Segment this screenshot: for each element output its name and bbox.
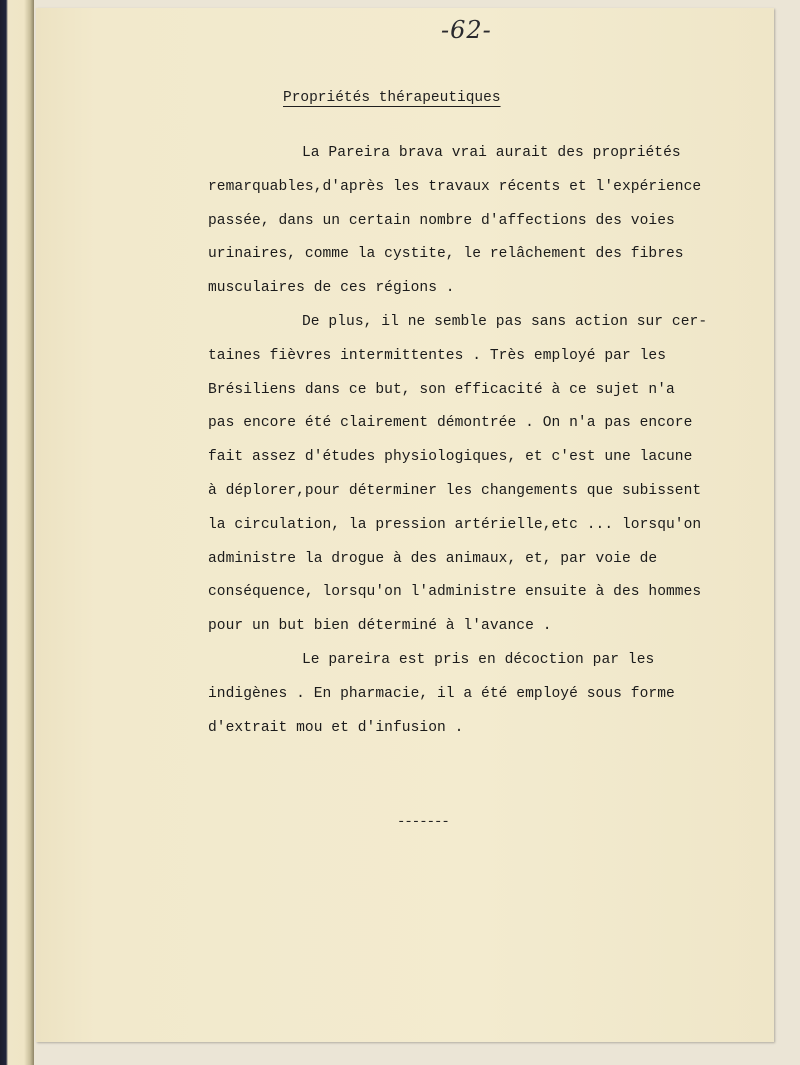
text-line: pour un but bien déterminé à l'avance . [208, 618, 552, 635]
text-line: passée, dans un certain nombre d'affections des voies [208, 212, 675, 229]
end-separator: ------- [397, 814, 449, 830]
text-line: d'extrait mou et d'infusion . [208, 719, 464, 736]
text-line: remarquables,d'après les travaux récents et l'expérience [208, 178, 702, 195]
book-binding [0, 0, 34, 1065]
text-line: De plus, il ne semble pas sans action sur cer- [302, 313, 708, 330]
text-line: à déplorer,pour déterminer les changements que subissent [208, 482, 702, 499]
text-line: pas encore été clairement démontrée . On n'a pas encore [208, 415, 693, 432]
text-line: La Pareira brava vrai aurait des propriétés [302, 145, 681, 161]
text-line: urinaires, comme la cystite, le relâchement des fibres [208, 246, 684, 263]
text-line: musculaires de ces régions . [208, 280, 455, 297]
text-line: la circulation, la pression artérielle,etc ... lorsqu'on [208, 516, 702, 533]
page-number: -62- [441, 16, 492, 44]
body-text [208, 137, 768, 745]
text-line: conséquence, lorsqu'on l'administre ensuite à des hommes [208, 584, 702, 601]
text-line: administre la drogue à des animaux, et, par voie de [208, 550, 658, 567]
section-title: Propriétés thérapeutiques [283, 90, 501, 106]
text-line: indigènes . En pharmacie, il a été employé sous forme [208, 685, 675, 702]
text-line: Le pareira est pris en décoction par les [302, 651, 655, 668]
text-line: fait assez d'études physiologiques, et c'est une lacune [208, 449, 693, 466]
text-line: Brésiliens dans ce but, son efficacité à ce sujet n'a [208, 381, 675, 398]
text-line: taines fièvres intermittentes . Très employé par les [208, 347, 666, 364]
